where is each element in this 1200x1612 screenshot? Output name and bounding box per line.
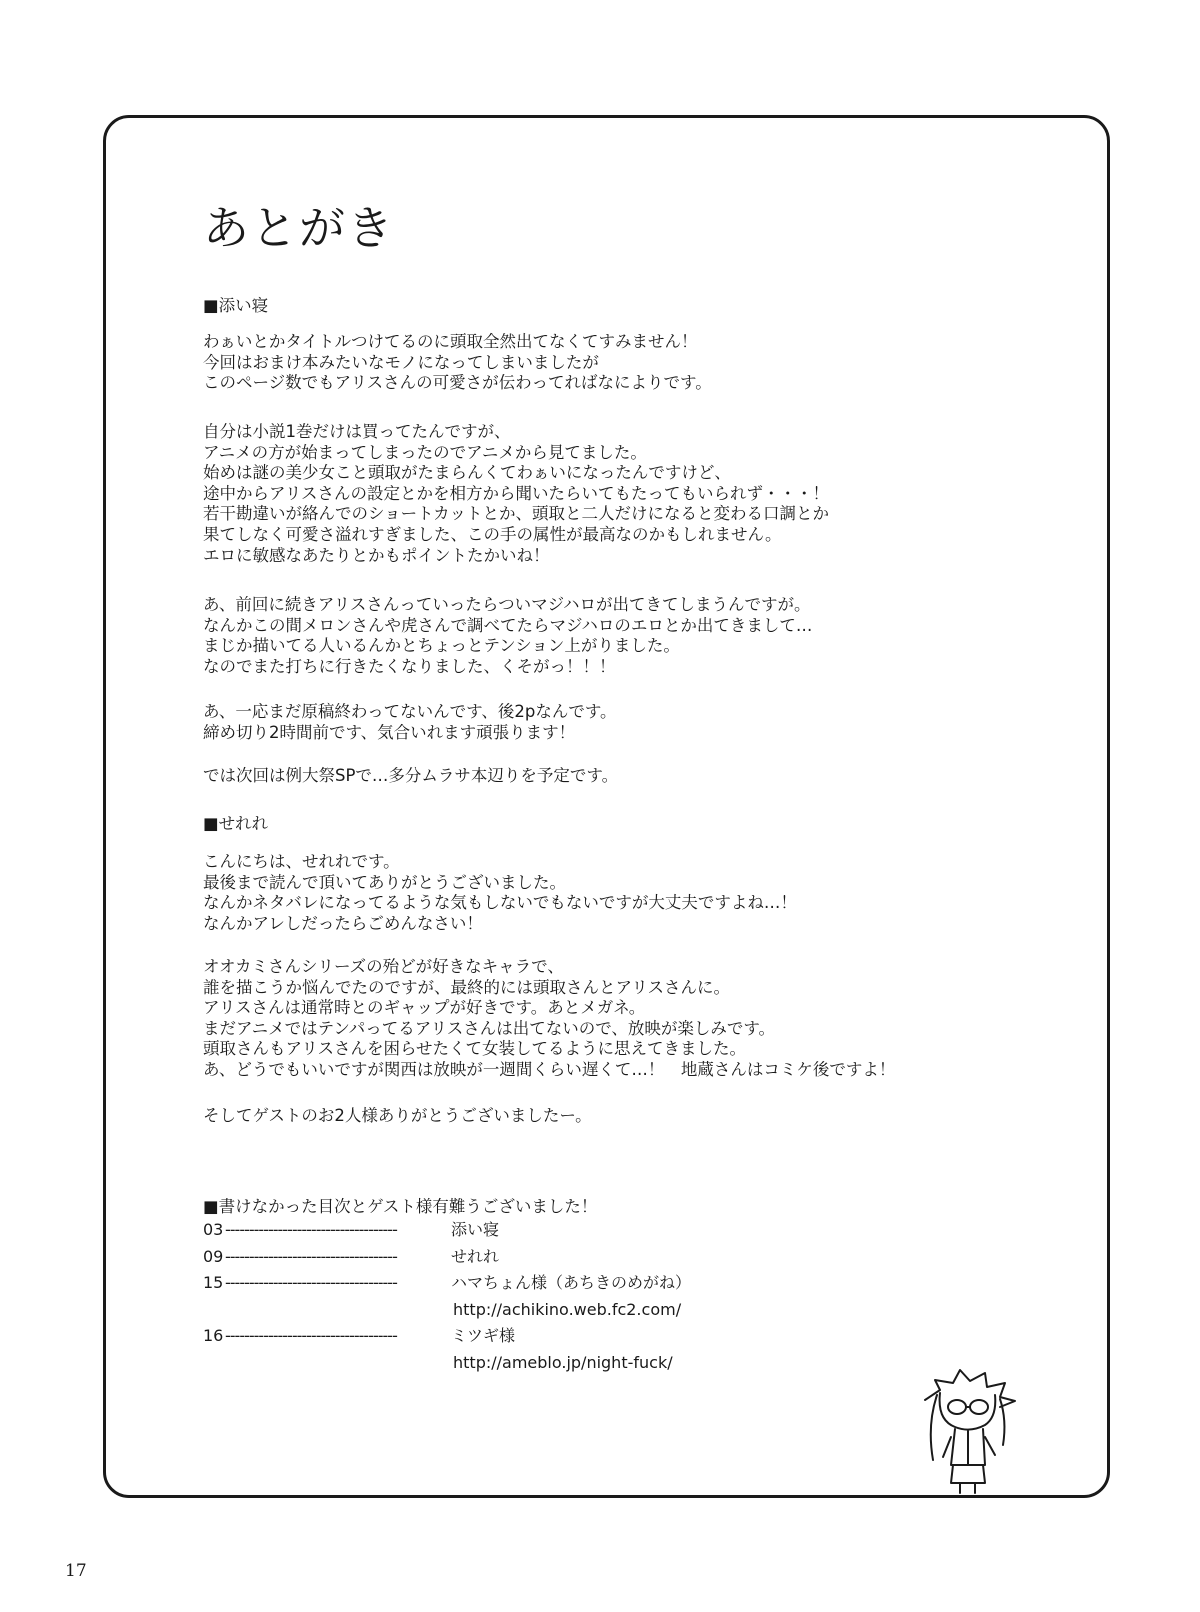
section-heading-serere: ■せれれ xyxy=(203,814,269,833)
toc-leader: ------------------------------------ xyxy=(225,1326,397,1345)
paragraph xyxy=(203,702,617,743)
text-line: まだアニメではテンパってるアリスさんは出てないので、放映が楽しみです。 xyxy=(203,1018,776,1038)
toc-title: ハマちょん様（あちきのめがね） xyxy=(451,1273,692,1292)
toc-leader: ------------------------------------ xyxy=(225,1273,397,1292)
toc-title: ミツギ様 xyxy=(451,1326,516,1345)
paragraph xyxy=(203,852,797,934)
text-line: オオカミさんシリーズの殆どが好きなキャラで、 xyxy=(203,957,564,976)
toc-page-number: 03 xyxy=(203,1220,224,1239)
toc-entry xyxy=(203,1244,691,1271)
toc-entry xyxy=(203,1323,691,1350)
section-heading-soine: ■添い寝 xyxy=(203,296,269,315)
page-number: 17 xyxy=(65,1561,87,1581)
text-line: なのでまた打ちに行きたくなりました、くそがっ！！！ xyxy=(203,656,616,676)
text-line: そしてゲストのお2人様ありがとうございましたー。 xyxy=(203,1106,592,1125)
text-line: あ、前回に続きアリスさんっていったらついマジハロが出てきてしまうんですが。 xyxy=(203,595,811,614)
toc-page-number: 09 xyxy=(203,1246,224,1266)
text-line: 果てしなく可愛さ溢れすぎました、この手の属性が最高なのかもしれません。 xyxy=(203,524,782,544)
toc-url-link[interactable]: http://achikino.web.fc2.com/ xyxy=(453,1299,682,1319)
chibi-character-icon xyxy=(915,1365,1025,1495)
text-line: 始めは謎の美少女こと頭取がたまらんくてわぁいになったんですけど、 xyxy=(203,463,731,483)
text-line: まじか描いてる人いるんかとちょっとテンション上がりました。 xyxy=(203,636,680,656)
text-line: あ、どうでもいいですが関西は放映が一週間くらい遅くて…！ 地蔵さんはコミケ後ですよ！ xyxy=(203,1059,896,1079)
text-line: 頭取さんもアリスさんを困らせたくて女装してるように思えてきました。 xyxy=(203,1039,747,1059)
toc-page-number: 15 xyxy=(203,1273,224,1292)
text-line: エロに敏感なあたりとかもポイントたかいね！ xyxy=(203,545,550,565)
text-line: あ、一応まだ原稿終わってないんです、後2pなんです。 xyxy=(203,702,617,721)
toc-heading: ■書けなかった目次とゲスト様有難うございました！ xyxy=(203,1197,598,1216)
toc-title: 添い寝 xyxy=(451,1220,500,1239)
text-line: こんにちは、せれれです。 xyxy=(203,852,400,871)
text-line: アニメの方が始まってしまったのでアニメから見てました。 xyxy=(203,442,647,462)
paragraph xyxy=(203,332,712,394)
toc-url-link[interactable]: http://ameblo.jp/night-fuck/ xyxy=(453,1352,673,1372)
text-line: 若干勘違いが絡んでのショートカットとか、頭取と二人だけになると変わる口調とか xyxy=(203,504,830,524)
text-line: 自分は小説1巻だけは買ってたんですが、 xyxy=(203,422,511,441)
text-line: アリスさんは通常時とのギャップが好きです。あとメガネ。 xyxy=(203,998,646,1018)
toc-title: せれれ xyxy=(451,1246,500,1266)
paragraph xyxy=(203,766,618,787)
paragraph xyxy=(203,1106,592,1127)
toc-entry xyxy=(203,1270,691,1297)
page-title: あとがき xyxy=(203,201,395,255)
text-line: なんかこの間メロンさんや虎さんで調べてたらマジハロのエロとか出てきまして… xyxy=(203,615,813,635)
text-line: 途中からアリスさんの設定とかを相方から聞いたらいてもたってもいられず・・・！ xyxy=(203,483,830,503)
text-line: わぁいとかタイトルつけてるのに頭取全然出てなくてすみません！ xyxy=(203,332,698,351)
toc-leader: ------------------------------------ xyxy=(225,1220,397,1239)
text-line: では次回は例大祭SPで…多分ムラサ本辺りを予定です。 xyxy=(203,766,619,785)
toc-page-number: 16 xyxy=(203,1326,224,1345)
toc-entry xyxy=(203,1217,691,1244)
text-line: 締め切り2時間前です、気合いれます頑張ります！ xyxy=(203,722,576,742)
paragraph xyxy=(203,422,829,566)
toc-list xyxy=(203,1217,691,1376)
text-line: なんかネタバレになってるような気もしないでもないですが大丈夫ですよね…！ xyxy=(203,893,797,913)
text-line: 今回はおまけ本みたいなモノになってしまいましたが xyxy=(203,352,599,372)
paragraph xyxy=(203,957,895,1081)
text-line: なんかアレしだったらごめんなさい！ xyxy=(203,913,483,933)
text-line: 最後まで読んで頂いてありがとうございました。 xyxy=(203,872,566,892)
paragraph xyxy=(203,595,812,677)
text-line: 誰を描こうか悩んでたのですが、最終的には頭取さんとアリスさんに。 xyxy=(203,977,731,997)
text-line: このページ数でもアリスさんの可愛さが伝わってればなによりです。 xyxy=(203,373,712,393)
toc-leader: ------------------------------------ xyxy=(225,1246,397,1266)
